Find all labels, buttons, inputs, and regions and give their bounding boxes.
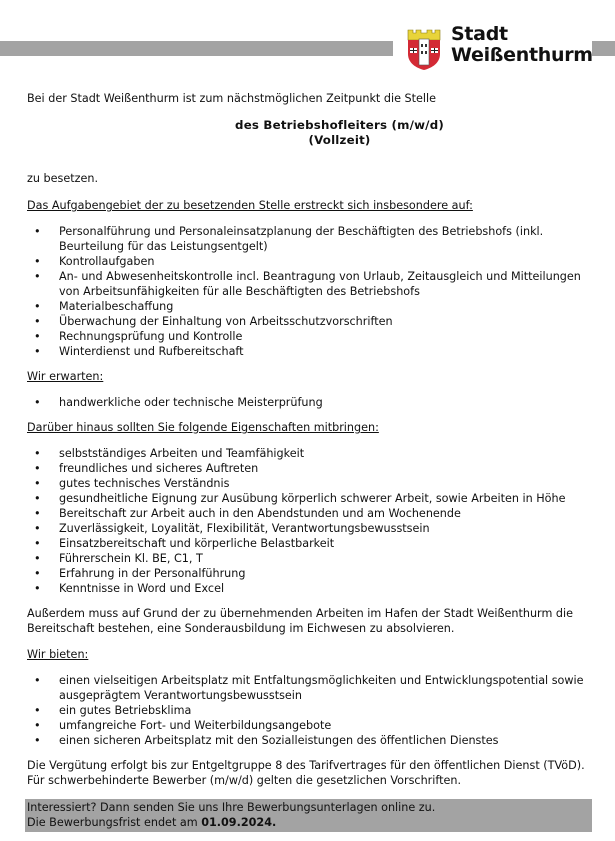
- position-title: des Betriebshofleiters (m/w/d): [235, 118, 444, 132]
- bullet-icon: •: [34, 225, 41, 238]
- logo-line-2: Weißenthurm: [451, 44, 593, 66]
- bullet-icon: •: [34, 507, 41, 520]
- call-to-action-box: [25, 799, 592, 832]
- bullet-icon: •: [34, 582, 41, 595]
- bullet-icon: •: [34, 567, 41, 580]
- bullet-icon: •: [34, 674, 41, 687]
- list-item: • Einsatzbereitschaft und körperliche Belastbarkeit: [34, 537, 335, 550]
- cta-line-2: [27, 815, 590, 830]
- list-item: • ein gutes Betriebsklima: [34, 704, 192, 717]
- bullet-icon: •: [34, 345, 41, 358]
- bullet-icon: •: [34, 522, 41, 535]
- bullet-icon: •: [34, 477, 41, 490]
- expect-list: [27, 395, 592, 410]
- expect-heading: Wir erwarten:: [27, 370, 104, 383]
- list-item: • An- und Abwesenheitskontrolle incl. Beantragung von Urlaub, Zeitausgleich und Mitteilungen von Arbeitsunfähigkeiten für alle Beschäftigten des Betriebshofs: [34, 270, 581, 298]
- list-item: • gutes technisches Verständnis: [34, 477, 230, 490]
- city-logo: [406, 22, 593, 74]
- bullet-icon: •: [34, 255, 41, 268]
- bullet-icon: •: [34, 315, 41, 328]
- list-item: • Zuverlässigkeit, Loyalität, Flexibilität, Verantwortungsbewusstsein: [34, 522, 430, 535]
- bullet-icon: •: [34, 537, 41, 550]
- list-item: • umfangreiche Fort- und Weiterbildungsangebote: [34, 719, 332, 732]
- list-item: • Überwachung der Einhaltung von Arbeitsschutzvorschriften: [34, 315, 393, 328]
- tasks-list: [27, 224, 592, 359]
- salary-text: Die Vergütung erfolgt bis zur Entgeltgruppe 8 des Tarifvertrages für den öffentlichen Dienst (TVöD). Für schwerbehinderte Bewerber (m/w/d) gelten die gesetzlichen Vorschriften.: [27, 759, 585, 787]
- list-item: • Rechnungsprüfung und Kontrolle: [34, 330, 243, 343]
- logo-text: [451, 24, 593, 66]
- bullet-icon: •: [34, 492, 41, 505]
- bullet-icon: •: [34, 704, 41, 717]
- list-item: • freundliches und sicheres Auftreten: [34, 462, 259, 475]
- intro-text: Bei der Stadt Weißenthurm ist zum nächstmöglichen Zeitpunkt die Stelle: [27, 92, 436, 105]
- list-item: • einen vielseitigen Arbeitsplatz mit Entfaltungsmöglichkeiten und Entwicklungspotential sowie ausgeprägtem Verantwortungsbewusstsein: [34, 674, 584, 702]
- list-item: • gesundheitliche Eignung zur Ausübung körperlich schwerer Arbeit, sowie Arbeiten in Höhe: [34, 492, 566, 505]
- job-posting: [27, 91, 592, 832]
- tasks-heading: Das Aufgabengebiet der zu besetzenden Stelle erstreckt sich insbesondere auf:: [27, 199, 473, 212]
- qualities-heading: Darüber hinaus sollten Sie folgende Eigenschaften mitbringen:: [27, 421, 379, 434]
- bullet-icon: •: [34, 270, 41, 283]
- to-fill-text: zu besetzen.: [27, 172, 99, 185]
- logo-line-1: Stadt: [451, 23, 508, 45]
- extra-requirement-text: Außerdem muss auf Grund der zu übernehmenden Arbeiten im Hafen der Stadt Weißenthurm die Bereitschaft bestehen, eine Sonderausbildung im Eichwesen zu absolvieren.: [27, 607, 573, 635]
- list-item: • handwerkliche oder technische Meisterprüfung: [34, 396, 323, 409]
- bullet-icon: •: [34, 719, 41, 732]
- header-bar-left: [0, 41, 393, 56]
- list-item: • Kenntnisse in Word und Excel: [34, 582, 225, 595]
- deadline-label: Die Bewerbungsfrist endet am: [27, 816, 202, 829]
- bullet-icon: •: [34, 396, 41, 409]
- offer-list: [27, 673, 592, 748]
- qualities-list: [27, 446, 592, 596]
- bullet-icon: •: [34, 447, 41, 460]
- offer-heading: Wir bieten:: [27, 648, 89, 661]
- cta-line-1: Interessiert? Dann senden Sie uns Ihre Bewerbungsunterlagen online zu.: [27, 801, 436, 814]
- list-item: • Winterdienst und Rufbereitschaft: [34, 345, 244, 358]
- bullet-icon: •: [34, 734, 41, 747]
- list-item: • Personalführung und Personaleinsatzplanung der Beschäftigten des Betriebshofs (inkl. Beurteilung für das Leistungsentgelt): [34, 225, 544, 253]
- deadline-date: 01.09.2024.: [201, 816, 277, 829]
- position-type: (Vollzeit): [308, 133, 371, 147]
- bullet-icon: •: [34, 300, 41, 313]
- bullet-icon: •: [34, 462, 41, 475]
- list-item: • einen sicheren Arbeitsplatz mit den Sozialleistungen des öffentlichen Dienstes: [34, 734, 499, 747]
- city-crest-icon: [406, 28, 442, 70]
- header-bar-right: [592, 41, 615, 56]
- list-item: • Führerschein Kl. BE, C1, T: [34, 552, 203, 565]
- list-item: • Materialbeschaffung: [34, 300, 174, 313]
- bullet-icon: •: [34, 330, 41, 343]
- list-item: • Kontrollaufgaben: [34, 255, 155, 268]
- list-item: • Bereitschaft zur Arbeit auch in den Abendstunden und am Wochenende: [34, 507, 461, 520]
- list-item: • Erfahrung in der Personalführung: [34, 567, 246, 580]
- bullet-icon: •: [34, 552, 41, 565]
- list-item: • selbstständiges Arbeiten und Teamfähigkeit: [34, 447, 305, 460]
